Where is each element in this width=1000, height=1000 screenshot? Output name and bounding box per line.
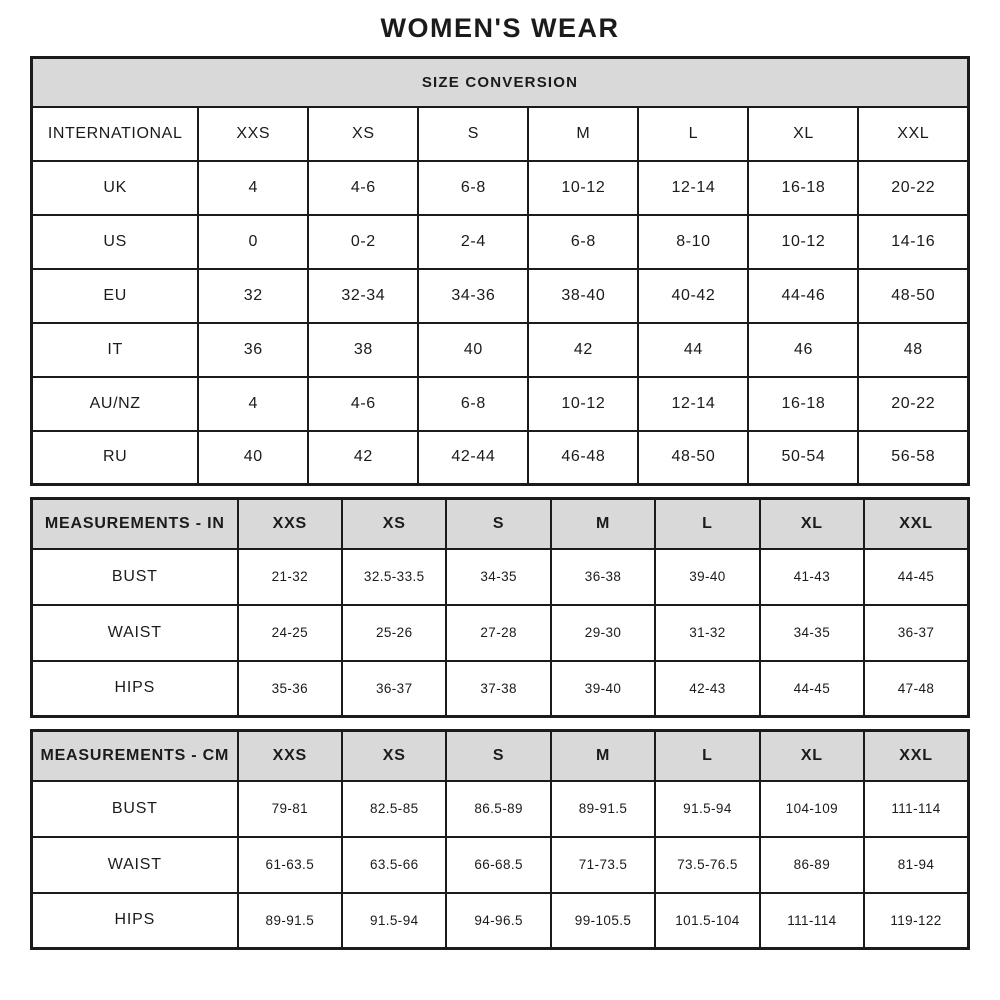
table-row	[32, 161, 969, 215]
size-conversion-table	[30, 56, 970, 486]
table-cell: 32-34	[308, 269, 418, 323]
table-cell: 42-43	[655, 661, 759, 717]
table-row	[32, 893, 969, 949]
table-cell: 44-45	[760, 661, 864, 717]
table-cell: 66-68.5	[446, 837, 550, 893]
table-cell: 32.5-33.5	[342, 549, 446, 605]
table-cell: 104-109	[760, 781, 864, 837]
table-row	[32, 781, 969, 837]
table-cell: 79-81	[238, 781, 342, 837]
row-label: US	[32, 215, 199, 269]
table-row	[32, 377, 969, 431]
table-cell: 99-105.5	[551, 893, 655, 949]
column-header: L	[638, 107, 748, 161]
size-conversion-header: SIZE CONVERSION	[32, 58, 969, 107]
measurements-cm-table	[30, 729, 970, 950]
table-cell: 42	[528, 323, 638, 377]
table-cell: 20-22	[858, 377, 968, 431]
table-cell: 2-4	[418, 215, 528, 269]
column-header: M	[551, 499, 655, 549]
column-header: XL	[760, 731, 864, 781]
row-label: RU	[32, 431, 199, 485]
table-cell: 36-38	[551, 549, 655, 605]
table-cell: 38-40	[528, 269, 638, 323]
table-row	[32, 431, 969, 485]
table-cell: 111-114	[760, 893, 864, 949]
table-row	[32, 837, 969, 893]
table-cell: 34-35	[446, 549, 550, 605]
table-cell: 44-46	[748, 269, 858, 323]
row-label: HIPS	[32, 893, 238, 949]
table-cell: 34-36	[418, 269, 528, 323]
table-cell: 38	[308, 323, 418, 377]
table-cell: 82.5-85	[342, 781, 446, 837]
table-cell: 73.5-76.5	[655, 837, 759, 893]
table-cell: 35-36	[238, 661, 342, 717]
table-cell: 86.5-89	[446, 781, 550, 837]
table-row	[32, 661, 969, 717]
table-cell: 46-48	[528, 431, 638, 485]
table-cell: 8-10	[638, 215, 748, 269]
table-cell: 42-44	[418, 431, 528, 485]
table-cell: 10-12	[528, 377, 638, 431]
table-cell: 81-94	[864, 837, 968, 893]
table-cell: 25-26	[342, 605, 446, 661]
table-cell: 12-14	[638, 377, 748, 431]
table-cell: 6-8	[418, 377, 528, 431]
table-cell: 6-8	[528, 215, 638, 269]
table-cell: 48	[858, 323, 968, 377]
table-cell: 89-91.5	[238, 893, 342, 949]
row-label: AU/NZ	[32, 377, 199, 431]
table-row	[32, 215, 969, 269]
measurements-cm-header: MEASUREMENTS - CM	[32, 731, 238, 781]
column-header: S	[446, 499, 550, 549]
row-label: UK	[32, 161, 199, 215]
table-cell: 4	[198, 161, 308, 215]
table-cell: 29-30	[551, 605, 655, 661]
table-cell: 86-89	[760, 837, 864, 893]
table-cell: 46	[748, 323, 858, 377]
table-cell: 61-63.5	[238, 837, 342, 893]
table-row	[32, 731, 969, 781]
row-label: WAIST	[32, 837, 238, 893]
column-header: XL	[748, 107, 858, 161]
table-cell: 40	[198, 431, 308, 485]
table-cell: 37-38	[446, 661, 550, 717]
column-header: S	[446, 731, 550, 781]
table-cell: 101.5-104	[655, 893, 759, 949]
row-label: EU	[32, 269, 199, 323]
column-header: XXS	[198, 107, 308, 161]
table-row	[32, 58, 969, 107]
table-row	[32, 549, 969, 605]
table-cell: 27-28	[446, 605, 550, 661]
table-row	[32, 269, 969, 323]
table-cell: 94-96.5	[446, 893, 550, 949]
table-cell: 36-37	[864, 605, 968, 661]
row-label: BUST	[32, 781, 238, 837]
row-label: IT	[32, 323, 199, 377]
row-label: WAIST	[32, 605, 238, 661]
column-header: XS	[342, 499, 446, 549]
column-header: XXL	[864, 499, 968, 549]
table-cell: 12-14	[638, 161, 748, 215]
table-cell: 16-18	[748, 377, 858, 431]
column-header: XXL	[858, 107, 968, 161]
column-header: M	[551, 731, 655, 781]
table-cell: 56-58	[858, 431, 968, 485]
table-row	[32, 323, 969, 377]
table-cell: 0	[198, 215, 308, 269]
measurements-in-header: MEASUREMENTS - IN	[32, 499, 238, 549]
table-cell: 63.5-66	[342, 837, 446, 893]
table-cell: 34-35	[760, 605, 864, 661]
table-cell: 111-114	[864, 781, 968, 837]
table-cell: 36	[198, 323, 308, 377]
row-label: BUST	[32, 549, 238, 605]
table-cell: 16-18	[748, 161, 858, 215]
table-cell: 21-32	[238, 549, 342, 605]
table-cell: 0-2	[308, 215, 418, 269]
table-cell: 41-43	[760, 549, 864, 605]
column-header: XS	[308, 107, 418, 161]
column-header: M	[528, 107, 638, 161]
table-row	[32, 605, 969, 661]
row-label: HIPS	[32, 661, 238, 717]
column-header: L	[655, 499, 759, 549]
table-cell: 20-22	[858, 161, 968, 215]
column-header: L	[655, 731, 759, 781]
column-header: S	[418, 107, 528, 161]
column-header: XXS	[238, 499, 342, 549]
table-cell: 32	[198, 269, 308, 323]
table-cell: 4	[198, 377, 308, 431]
table-cell: 40-42	[638, 269, 748, 323]
table-cell: 47-48	[864, 661, 968, 717]
table-cell: 89-91.5	[551, 781, 655, 837]
table-cell: 48-50	[638, 431, 748, 485]
table-cell: 14-16	[858, 215, 968, 269]
table-cell: 91.5-94	[342, 893, 446, 949]
measurements-in-table	[30, 497, 970, 718]
table-cell: 91.5-94	[655, 781, 759, 837]
column-header: XS	[342, 731, 446, 781]
table-cell: 36-37	[342, 661, 446, 717]
table-cell: 119-122	[864, 893, 968, 949]
table-row	[32, 499, 969, 549]
table-cell: 44	[638, 323, 748, 377]
column-header: XXS	[238, 731, 342, 781]
table-cell: 39-40	[551, 661, 655, 717]
table-cell: 71-73.5	[551, 837, 655, 893]
column-header: XXL	[864, 731, 968, 781]
table-cell: 31-32	[655, 605, 759, 661]
page-title: WOMEN'S WEAR	[380, 13, 620, 43]
column-header: INTERNATIONAL	[32, 107, 199, 161]
table-cell: 4-6	[308, 377, 418, 431]
table-cell: 6-8	[418, 161, 528, 215]
table-cell: 39-40	[655, 549, 759, 605]
column-header: XL	[760, 499, 864, 549]
table-cell: 42	[308, 431, 418, 485]
table-cell: 40	[418, 323, 528, 377]
table-cell: 48-50	[858, 269, 968, 323]
table-cell: 4-6	[308, 161, 418, 215]
table-cell: 44-45	[864, 549, 968, 605]
table-cell: 50-54	[748, 431, 858, 485]
table-cell: 10-12	[528, 161, 638, 215]
table-cell: 24-25	[238, 605, 342, 661]
table-row	[32, 107, 969, 161]
table-cell: 10-12	[748, 215, 858, 269]
